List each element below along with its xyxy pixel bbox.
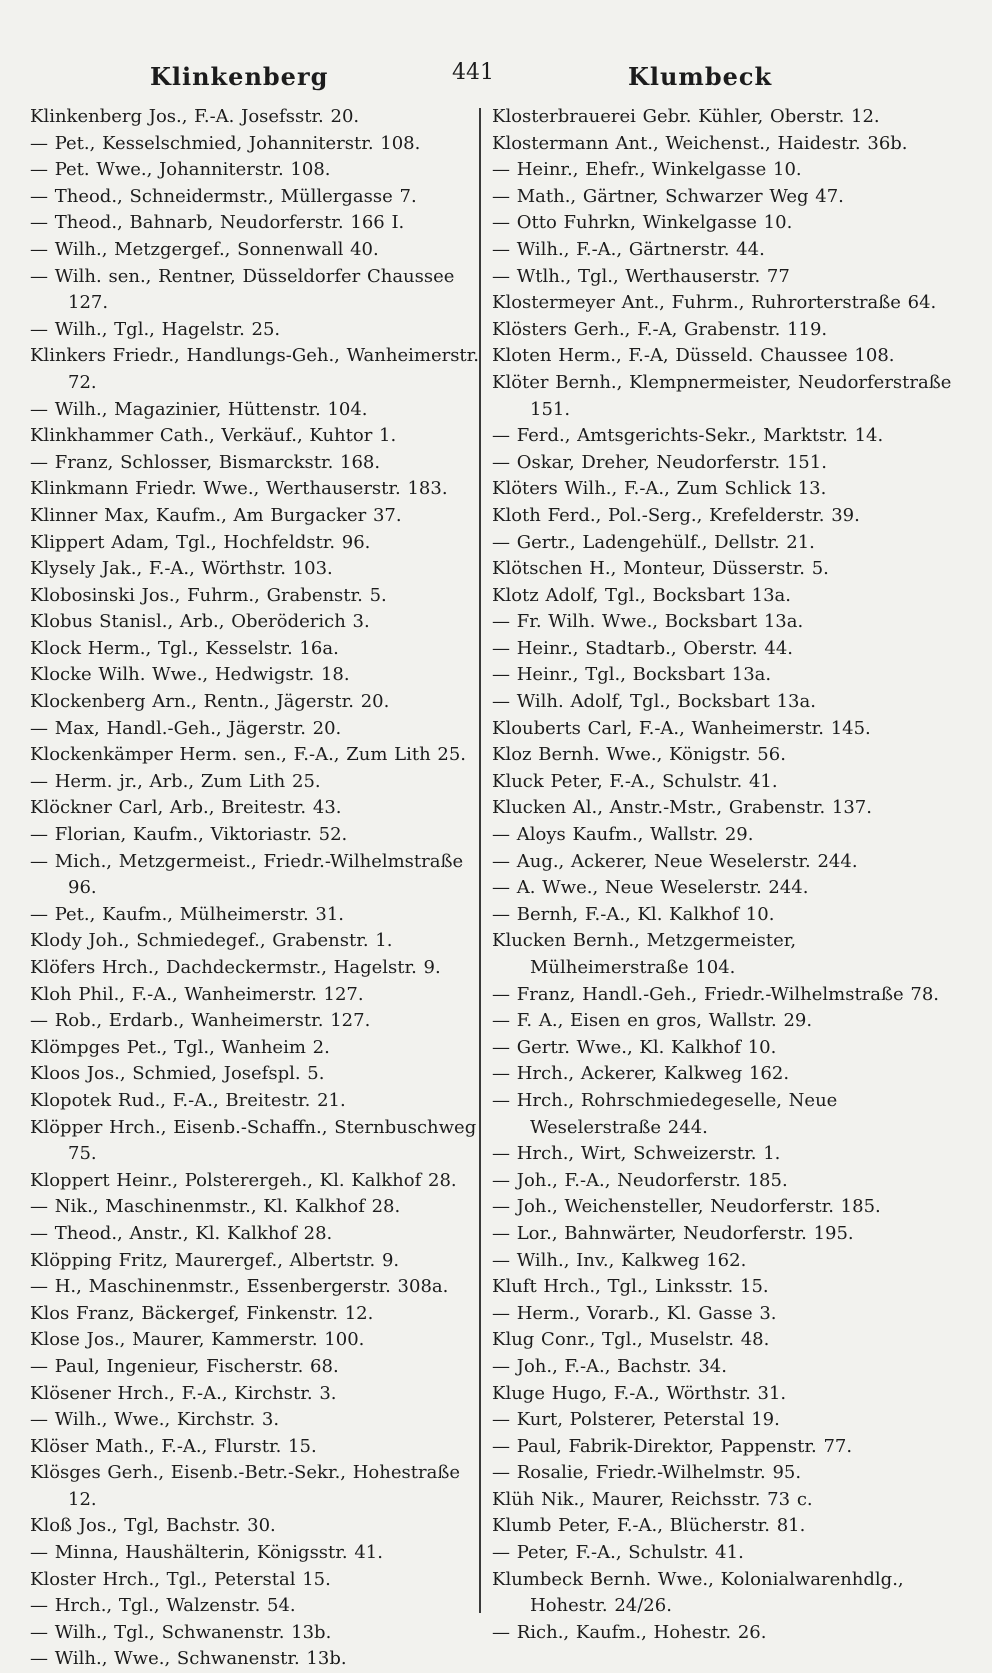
directory-entry: Klouberts Carl, F.-A., Wanheimerstr. 145. bbox=[492, 717, 871, 739]
directory-entry: — Wilh., Metzgergef., Sonnenwall 40. bbox=[30, 238, 379, 260]
directory-entry: Kloh Phil., F.-A., Wanheimerstr. 127. bbox=[30, 983, 364, 1005]
directory-entry: Klöpping Fritz, Maurergef., Albertstr. 9. bbox=[30, 1249, 400, 1271]
directory-entry: — Hrch., Ackerer, Kalkweg 162. bbox=[492, 1063, 790, 1085]
directory-entry: Klöpper Hrch., Eisenb.-Schaffn., Sternbuschweg 75. bbox=[30, 1116, 477, 1165]
directory-entry: — Oskar, Dreher, Neudorferstr. 151. bbox=[492, 451, 827, 473]
directory-entry: Kloster Hrch., Tgl., Peterstal 15. bbox=[30, 1568, 331, 1590]
directory-entry: — Herm., Vorarb., Kl. Gasse 3. bbox=[492, 1302, 777, 1324]
directory-entry: — Theod., Schneidermstr., Müllergasse 7. bbox=[30, 185, 417, 207]
page-number: 441 bbox=[452, 60, 494, 85]
directory-entry: — Heinr., Stadtarb., Oberstr. 44. bbox=[492, 637, 793, 659]
directory-entry: Klömpges Pet., Tgl., Wanheim 2. bbox=[30, 1036, 330, 1058]
directory-entry: — Franz, Schlosser, Bismarckstr. 168. bbox=[30, 451, 381, 473]
directory-entry: Klöter Bernh., Klempnermeister, Neudorferstraße 151. bbox=[492, 371, 952, 420]
left-column bbox=[30, 104, 482, 1673]
directory-entry: Klinkhammer Cath., Verkäuf., Kuhtor 1. bbox=[30, 425, 397, 447]
directory-entry: Klostermeyer Ant., Fuhrm., Ruhrorterstraße 64. bbox=[492, 292, 937, 314]
directory-entry: Klucken Bernh., Metzgermeister, Mülheimerstraße 104. bbox=[492, 930, 797, 978]
directory-entry: — Joh., F.-A., Bachstr. 34. bbox=[492, 1355, 727, 1377]
directory-entry: — F. A., Eisen en gros, Wallstr. 29. bbox=[492, 1010, 813, 1032]
directory-entry: Klotz Adolf, Tgl., Bocksbart 13a. bbox=[492, 584, 791, 606]
directory-entry: Klöfers Hrch., Dachdeckermstr., Hagelstr. 9. bbox=[30, 957, 441, 978]
directory-entry: — Florian, Kaufm., Viktoriastr. 52. bbox=[30, 824, 348, 846]
directory-entry: — Math., Gärtner, Schwarzer Weg 47. bbox=[492, 185, 844, 207]
right-column bbox=[492, 104, 960, 1646]
directory-entry: Klumbeck Bernh. Wwe., Kolonialwarenhdlg., Hohestr. 24/26. bbox=[492, 1568, 904, 1617]
directory-entry: Klos Franz, Bäckergef, Finkenstr. 12. bbox=[30, 1302, 374, 1324]
directory-entry: — Joh., Weichensteller, Neudorferstr. 185. bbox=[492, 1196, 881, 1218]
directory-entry: — Fr. Wilh. Wwe., Bocksbart 13a. bbox=[492, 611, 804, 633]
directory-entry: — Wilh. sen., Rentner, Düsseldorfer Chaussee 127. bbox=[30, 265, 455, 314]
directory-entry: — Joh., F.-A., Neudorferstr. 185. bbox=[492, 1169, 788, 1191]
directory-entry: Klumb Peter, F.-A., Blücherstr. 81. bbox=[492, 1515, 806, 1537]
directory-entry: — Pet., Kesselschmied, Johanniterstr. 108. bbox=[30, 132, 421, 154]
directory-entry: Klösener Hrch., F.-A., Kirchstr. 3. bbox=[30, 1382, 337, 1404]
page-header bbox=[0, 56, 992, 96]
directory-entry: — Wilh. Adolf, Tgl., Bocksbart 13a. bbox=[492, 691, 816, 713]
directory-entry: — Hrch., Tgl., Walzenstr. 54. bbox=[30, 1595, 296, 1617]
directory-entry: — Otto Fuhrkn, Winkelgasse 10. bbox=[492, 212, 793, 234]
directory-entry: — Rosalie, Friedr.-Wilhelmstr. 95. bbox=[492, 1462, 802, 1484]
directory-entry: — Max, Handl.-Geh., Jägerstr. 20. bbox=[30, 717, 342, 739]
column-divider bbox=[479, 108, 481, 1613]
directory-entry: — Heinr., Ehefr., Winkelgasse 10. bbox=[492, 159, 802, 181]
directory-entry: Kloz Bernh. Wwe., Königstr. 56. bbox=[492, 744, 786, 766]
directory-entry: Klinkers Friedr., Handlungs-Geh., Wanheimerstr. 72. bbox=[30, 345, 480, 393]
directory-entry: Klose Jos., Maurer, Kammerstr. 100. bbox=[30, 1329, 365, 1351]
directory-entry: — Paul, Ingenieur, Fischerstr. 68. bbox=[30, 1355, 339, 1377]
directory-entry: — Peter, F.-A., Schulstr. 41. bbox=[492, 1542, 744, 1564]
directory-entry: Klock Herm., Tgl., Kesselstr. 16a. bbox=[30, 637, 339, 659]
header-left-title: Klinkenberg bbox=[150, 62, 329, 91]
directory-entry: — Mich., Metzgermeist., Friedr.-Wilhelmstraße 96. bbox=[30, 850, 464, 899]
directory-entry: Kluge Hugo, F.-A., Wörthstr. 31. bbox=[492, 1382, 787, 1404]
directory-entry: — Bernh, F.-A., Kl. Kalkhof 10. bbox=[492, 903, 775, 925]
directory-entry: Klostermann Ant., Weichenst., Haidestr. 36b. bbox=[492, 132, 908, 154]
directory-entry: Klinner Max, Kaufm., Am Burgacker 37. bbox=[30, 504, 402, 526]
header-right-title: Klumbeck bbox=[628, 62, 773, 91]
directory-entry: — Hrch., Rohrschmiedegeselle, Neue Weselerstraße 244. bbox=[492, 1089, 838, 1138]
directory-entry: — Lor., Bahnwärter, Neudorferstr. 195. bbox=[492, 1222, 854, 1244]
directory-entry: Klockenkämper Herm. sen., F.-A., Zum Lith 25. bbox=[30, 744, 467, 766]
directory-entry: Klobus Stanisl., Arb., Oberöderich 3. bbox=[30, 611, 370, 633]
directory-entry: Kloten Herm., F.-A, Düsseld. Chaussee 108. bbox=[492, 345, 895, 367]
directory-entry: Klucken Al., Anstr.-Mstr., Grabenstr. 137. bbox=[492, 797, 872, 819]
directory-entry: — Kurt, Polsterer, Peterstal 19. bbox=[492, 1409, 780, 1431]
directory-entry: Klocke Wilh. Wwe., Hedwigstr. 18. bbox=[30, 664, 350, 686]
directory-entry: Klockenberg Arn., Rentn., Jägerstr. 20. bbox=[30, 691, 390, 713]
directory-entry: — Wilh., Wwe., Schwanenstr. 13b. bbox=[30, 1648, 347, 1670]
directory-entry: Klinkmann Friedr. Wwe., Werthauserstr. 183. bbox=[30, 478, 448, 500]
directory-entry: Klopotek Rud., F.-A., Breitestr. 21. bbox=[30, 1089, 346, 1111]
directory-entry: — Gertr. Wwe., Kl. Kalkhof 10. bbox=[492, 1036, 777, 1058]
directory-entry: Klippert Adam, Tgl., Hochfeldstr. 96. bbox=[30, 531, 371, 553]
directory-entry: Kloppert Heinr., Polsterergeh., Kl. Kalkhof 28. bbox=[30, 1169, 457, 1191]
directory-entry: — Wilh., F.-A., Gärtnerstr. 44. bbox=[492, 238, 765, 260]
directory-entry: Klody Joh., Schmiedegef., Grabenstr. 1. bbox=[30, 930, 393, 952]
directory-entry: — Wilh., Tgl., Hagelstr. 25. bbox=[30, 318, 281, 340]
directory-entry: Klöser Math., F.-A., Flurstr. 15. bbox=[30, 1435, 317, 1457]
directory-entry: Klug Conr., Tgl., Muselstr. 48. bbox=[492, 1329, 770, 1351]
directory-entry: — Gertr., Ladengehülf., Dellstr. 21. bbox=[492, 531, 815, 553]
directory-entry: — Wilh., Inv., Kalkweg 162. bbox=[492, 1249, 747, 1271]
directory-entry: — Rob., Erdarb., Wanheimerstr. 127. bbox=[30, 1010, 371, 1032]
directory-entry: — Aug., Ackerer, Neue Weselerstr. 244. bbox=[492, 850, 858, 872]
directory-entry: — Wilh., Magazinier, Hüttenstr. 104. bbox=[30, 398, 368, 420]
directory-entry: — Ferd., Amtsgerichts-Sekr., Marktstr. 14. bbox=[492, 425, 884, 447]
directory-entry: Klinkenberg Jos., F.-A. Josefsstr. 20. bbox=[30, 106, 360, 127]
directory-entry: — Aloys Kaufm., Wallstr. 29. bbox=[492, 824, 754, 846]
directory-entry: — Heinr., Tgl., Bocksbart 13a. bbox=[492, 664, 772, 686]
directory-entry: — Wtlh., Tgl., Werthauserstr. 77 bbox=[492, 265, 790, 287]
directory-entry: — Wilh., Tgl., Schwanenstr. 13b. bbox=[30, 1621, 332, 1643]
directory-entry: — Theod., Anstr., Kl. Kalkhof 28. bbox=[30, 1222, 333, 1244]
directory-entry: Kloos Jos., Schmied, Josefspl. 5. bbox=[30, 1063, 325, 1085]
directory-entry: Klysely Jak., F.-A., Wörthstr. 103. bbox=[30, 558, 333, 580]
directory-entry: Kloß Jos., Tgl, Bachstr. 30. bbox=[30, 1515, 276, 1537]
directory-entry: — Rich., Kaufm., Hohestr. 26. bbox=[492, 1621, 767, 1643]
directory-entry: — Theod., Bahnarb, Neudorferstr. 166 I. bbox=[30, 212, 405, 234]
directory-entry: Kloth Ferd., Pol.-Serg., Krefelderstr. 39. bbox=[492, 504, 860, 526]
directory-entry: Kluck Peter, F.-A., Schulstr. 41. bbox=[492, 770, 778, 792]
directory-entry: — Herm. jr., Arb., Zum Lith 25. bbox=[30, 770, 321, 792]
directory-entry: Klüh Nik., Maurer, Reichsstr. 73 c. bbox=[492, 1488, 813, 1510]
directory-entry: — Minna, Haushälterin, Königsstr. 41. bbox=[30, 1542, 383, 1564]
directory-entry: — Hrch., Wirt, Schweizerstr. 1. bbox=[492, 1143, 781, 1165]
directory-entry: Klöters Wilh., F.-A., Zum Schlick 13. bbox=[492, 478, 827, 500]
directory-entry: Klosterbrauerei Gebr. Kühler, Oberstr. 12. bbox=[492, 106, 880, 127]
directory-entry: — A. Wwe., Neue Weselerstr. 244. bbox=[492, 877, 809, 899]
directory-entry: — Pet. Wwe., Johanniterstr. 108. bbox=[30, 159, 331, 181]
directory-entry: — Nik., Maschinenmstr., Kl. Kalkhof 28. bbox=[30, 1196, 401, 1218]
directory-entry: — H., Maschinenmstr., Essenbergerstr. 308a. bbox=[30, 1276, 449, 1298]
directory-entry: Klöckner Carl, Arb., Breitestr. 43. bbox=[30, 797, 342, 819]
directory-entry: Klötschen H., Monteur, Düsserstr. 5. bbox=[492, 558, 829, 580]
directory-entry: Klösters Gerh., F.-A, Grabenstr. 119. bbox=[492, 318, 828, 340]
directory-entry: Klobosinski Jos., Fuhrm., Grabenstr. 5. bbox=[30, 584, 387, 606]
directory-entry: — Franz, Handl.-Geh., Friedr.-Wilhelmstraße 78. bbox=[492, 983, 940, 1005]
directory-entry: Kluft Hrch., Tgl., Linksstr. 15. bbox=[492, 1276, 769, 1298]
directory-entry: — Paul, Fabrik-Direktor, Pappenstr. 77. bbox=[492, 1435, 853, 1457]
directory-entry: Klösges Gerh., Eisenb.-Betr.-Sekr., Hohestraße 12. bbox=[30, 1462, 460, 1510]
directory-entry: — Wilh., Wwe., Kirchstr. 3. bbox=[30, 1409, 280, 1431]
directory-entry: — Pet., Kaufm., Mülheimerstr. 31. bbox=[30, 903, 345, 925]
